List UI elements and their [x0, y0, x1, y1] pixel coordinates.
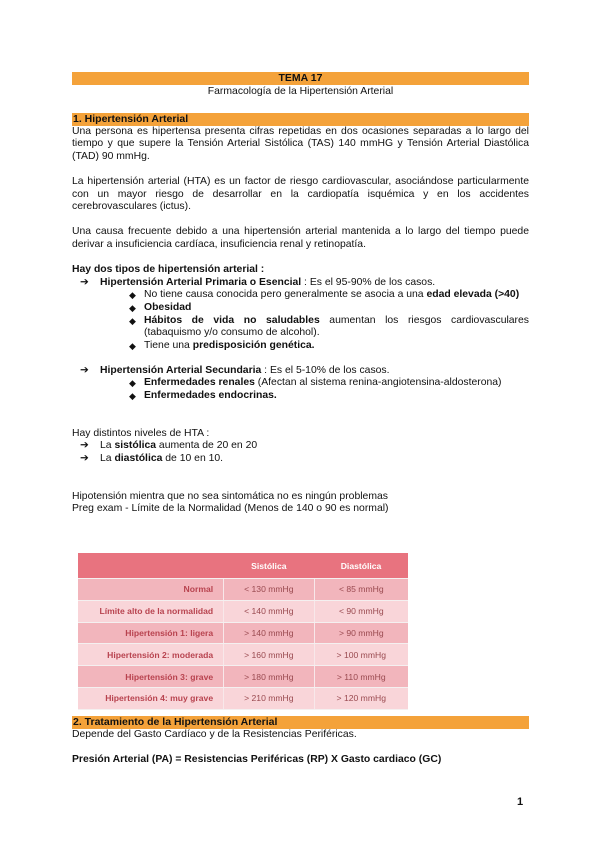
table-cell: Hipertensión 4: muy grave	[78, 687, 224, 709]
table-header-cell: Diastólica	[314, 553, 408, 579]
table-cell: > 210 mmHg	[224, 687, 314, 709]
list-item: ➔ La diastólica de 10 en 10.	[80, 453, 224, 465]
diamond-bullet-icon: ◆	[129, 378, 136, 389]
table-row	[78, 600, 408, 622]
table-row	[78, 687, 408, 709]
document-page	[72, 72, 529, 516]
table-cell: < 140 mmHg	[224, 600, 314, 622]
table-row	[78, 622, 408, 644]
list-item: ◆ Obesidad	[129, 301, 192, 313]
arrow-icon: ➔	[80, 440, 89, 452]
table-header-cell: Sistólica	[224, 553, 314, 579]
table-cell: > 100 mmHg	[314, 644, 408, 666]
section-2	[72, 716, 529, 767]
table-header-row	[78, 553, 408, 579]
formula: Presión Arterial (PA) = Resistencias Periféricas (RP) X Gasto cardiaco (GC)	[72, 754, 442, 766]
table-row	[78, 579, 408, 601]
diamond-bullet-icon: ◆	[129, 315, 136, 326]
section-1-heading: 1. Hipertensión Arterial	[72, 113, 529, 126]
list-item: ◆ Hábitos de vida no saludables aumentan los riesgos cardiovasculares (tabaquismo y/o consumo de alcohol).	[129, 314, 529, 339]
paragraph-causes: Una causa frecuente debido a una hipertensión arterial mantenida a lo largo del tiempo puede derivar a insuficiencia cardíaca, insuficiencia renal y retinopatía.	[72, 226, 529, 250]
hta-levels-table	[78, 553, 408, 710]
table-cell: < 90 mmHg	[314, 600, 408, 622]
list-item: ◆ No tiene causa conocida pero generalmente se asocia a una edad elevada (>40)	[129, 289, 520, 301]
list-item: ◆ Enfermedades endocrinas.	[129, 390, 277, 402]
table-cell: Hipertensión 3: grave	[78, 666, 224, 688]
list-item: ◆ Enfermedades renales (Afectan al sistema renina-angiotensina-aldosterona)	[129, 377, 502, 389]
list-item: ◆ Tiene una predisposición genética.	[129, 339, 315, 351]
table-header-cell	[78, 553, 224, 579]
arrow-icon: ➔	[80, 276, 89, 288]
section-2-heading: 2. Tratamiento de la Hipertensión Arterial	[72, 716, 529, 729]
table-cell: Hipertensión 1: ligera	[78, 622, 224, 644]
diamond-bullet-icon: ◆	[129, 290, 136, 301]
arrow-icon: ➔	[80, 453, 89, 465]
paragraph-risk: La hipertensión arterial (HTA) es un factor de riesgo cardiovascular, asociándose particularmente con un mayor riesgo de desarrollar en la cardiopatía isquémica y en los accidentes cerebrovasculares (ictus).	[72, 175, 529, 213]
table-cell: Normal	[78, 579, 224, 601]
paragraph-treatment: Depende del Gasto Cardíaco y de la Resistencias Periféricas.	[72, 729, 357, 740]
table-cell: > 140 mmHg	[224, 622, 314, 644]
table-cell: Hipertensión 2: moderada	[78, 644, 224, 666]
table-row	[78, 666, 408, 688]
table-cell: Límite alto de la normalidad	[78, 600, 224, 622]
table-cell: < 85 mmHg	[314, 579, 408, 601]
levels-heading: Hay distintos niveles de HTA :	[72, 427, 210, 439]
note-exam: Preg exam - Límite de la Normalidad (Menos de 140 o 90 es normal)	[72, 503, 389, 515]
table-cell: > 180 mmHg	[224, 666, 314, 688]
table-cell: > 120 mmHg	[314, 687, 408, 709]
document-subtitle: Farmacología de la Hipertensión Arterial	[207, 86, 394, 97]
paragraph-definition: Una persona es hipertensa presenta cifras repetidas en dos ocasiones separadas a lo largo del tiempo y que supere la Tensión Arterial Sistólica (TAS) 140 mmHG y Tensión Arterial Diastólica (TAD) 90 mmHg.	[72, 125, 529, 162]
list-item-primary: ➔ Hipertensión Arterial Primaria o Esencial : Es el 95-90% de los casos.	[80, 276, 436, 288]
page-number: 1	[517, 796, 524, 808]
arrow-icon: ➔	[80, 364, 89, 376]
types-heading: Hay dos tipos de hipertensión arterial :	[72, 264, 265, 276]
table-cell: < 130 mmHg	[224, 579, 314, 601]
table-row	[78, 644, 408, 666]
table-cell: > 160 mmHg	[224, 644, 314, 666]
diamond-bullet-icon: ◆	[129, 391, 136, 402]
table-cell: > 110 mmHg	[314, 666, 408, 688]
diamond-bullet-icon: ◆	[129, 340, 136, 351]
list-item-secondary: ➔ Hipertensión Arterial Secundaria : Es el 5-10% de los casos.	[80, 364, 390, 376]
list-item: ➔ La sistólica aumenta de 20 en 20	[80, 440, 258, 452]
note-hypotension: Hipotensión mientra que no sea sintomática no es ningún problemas	[72, 490, 388, 502]
diamond-bullet-icon: ◆	[129, 302, 136, 313]
table-cell: > 90 mmHg	[314, 622, 408, 644]
document-title: TEMA 17	[72, 72, 529, 85]
